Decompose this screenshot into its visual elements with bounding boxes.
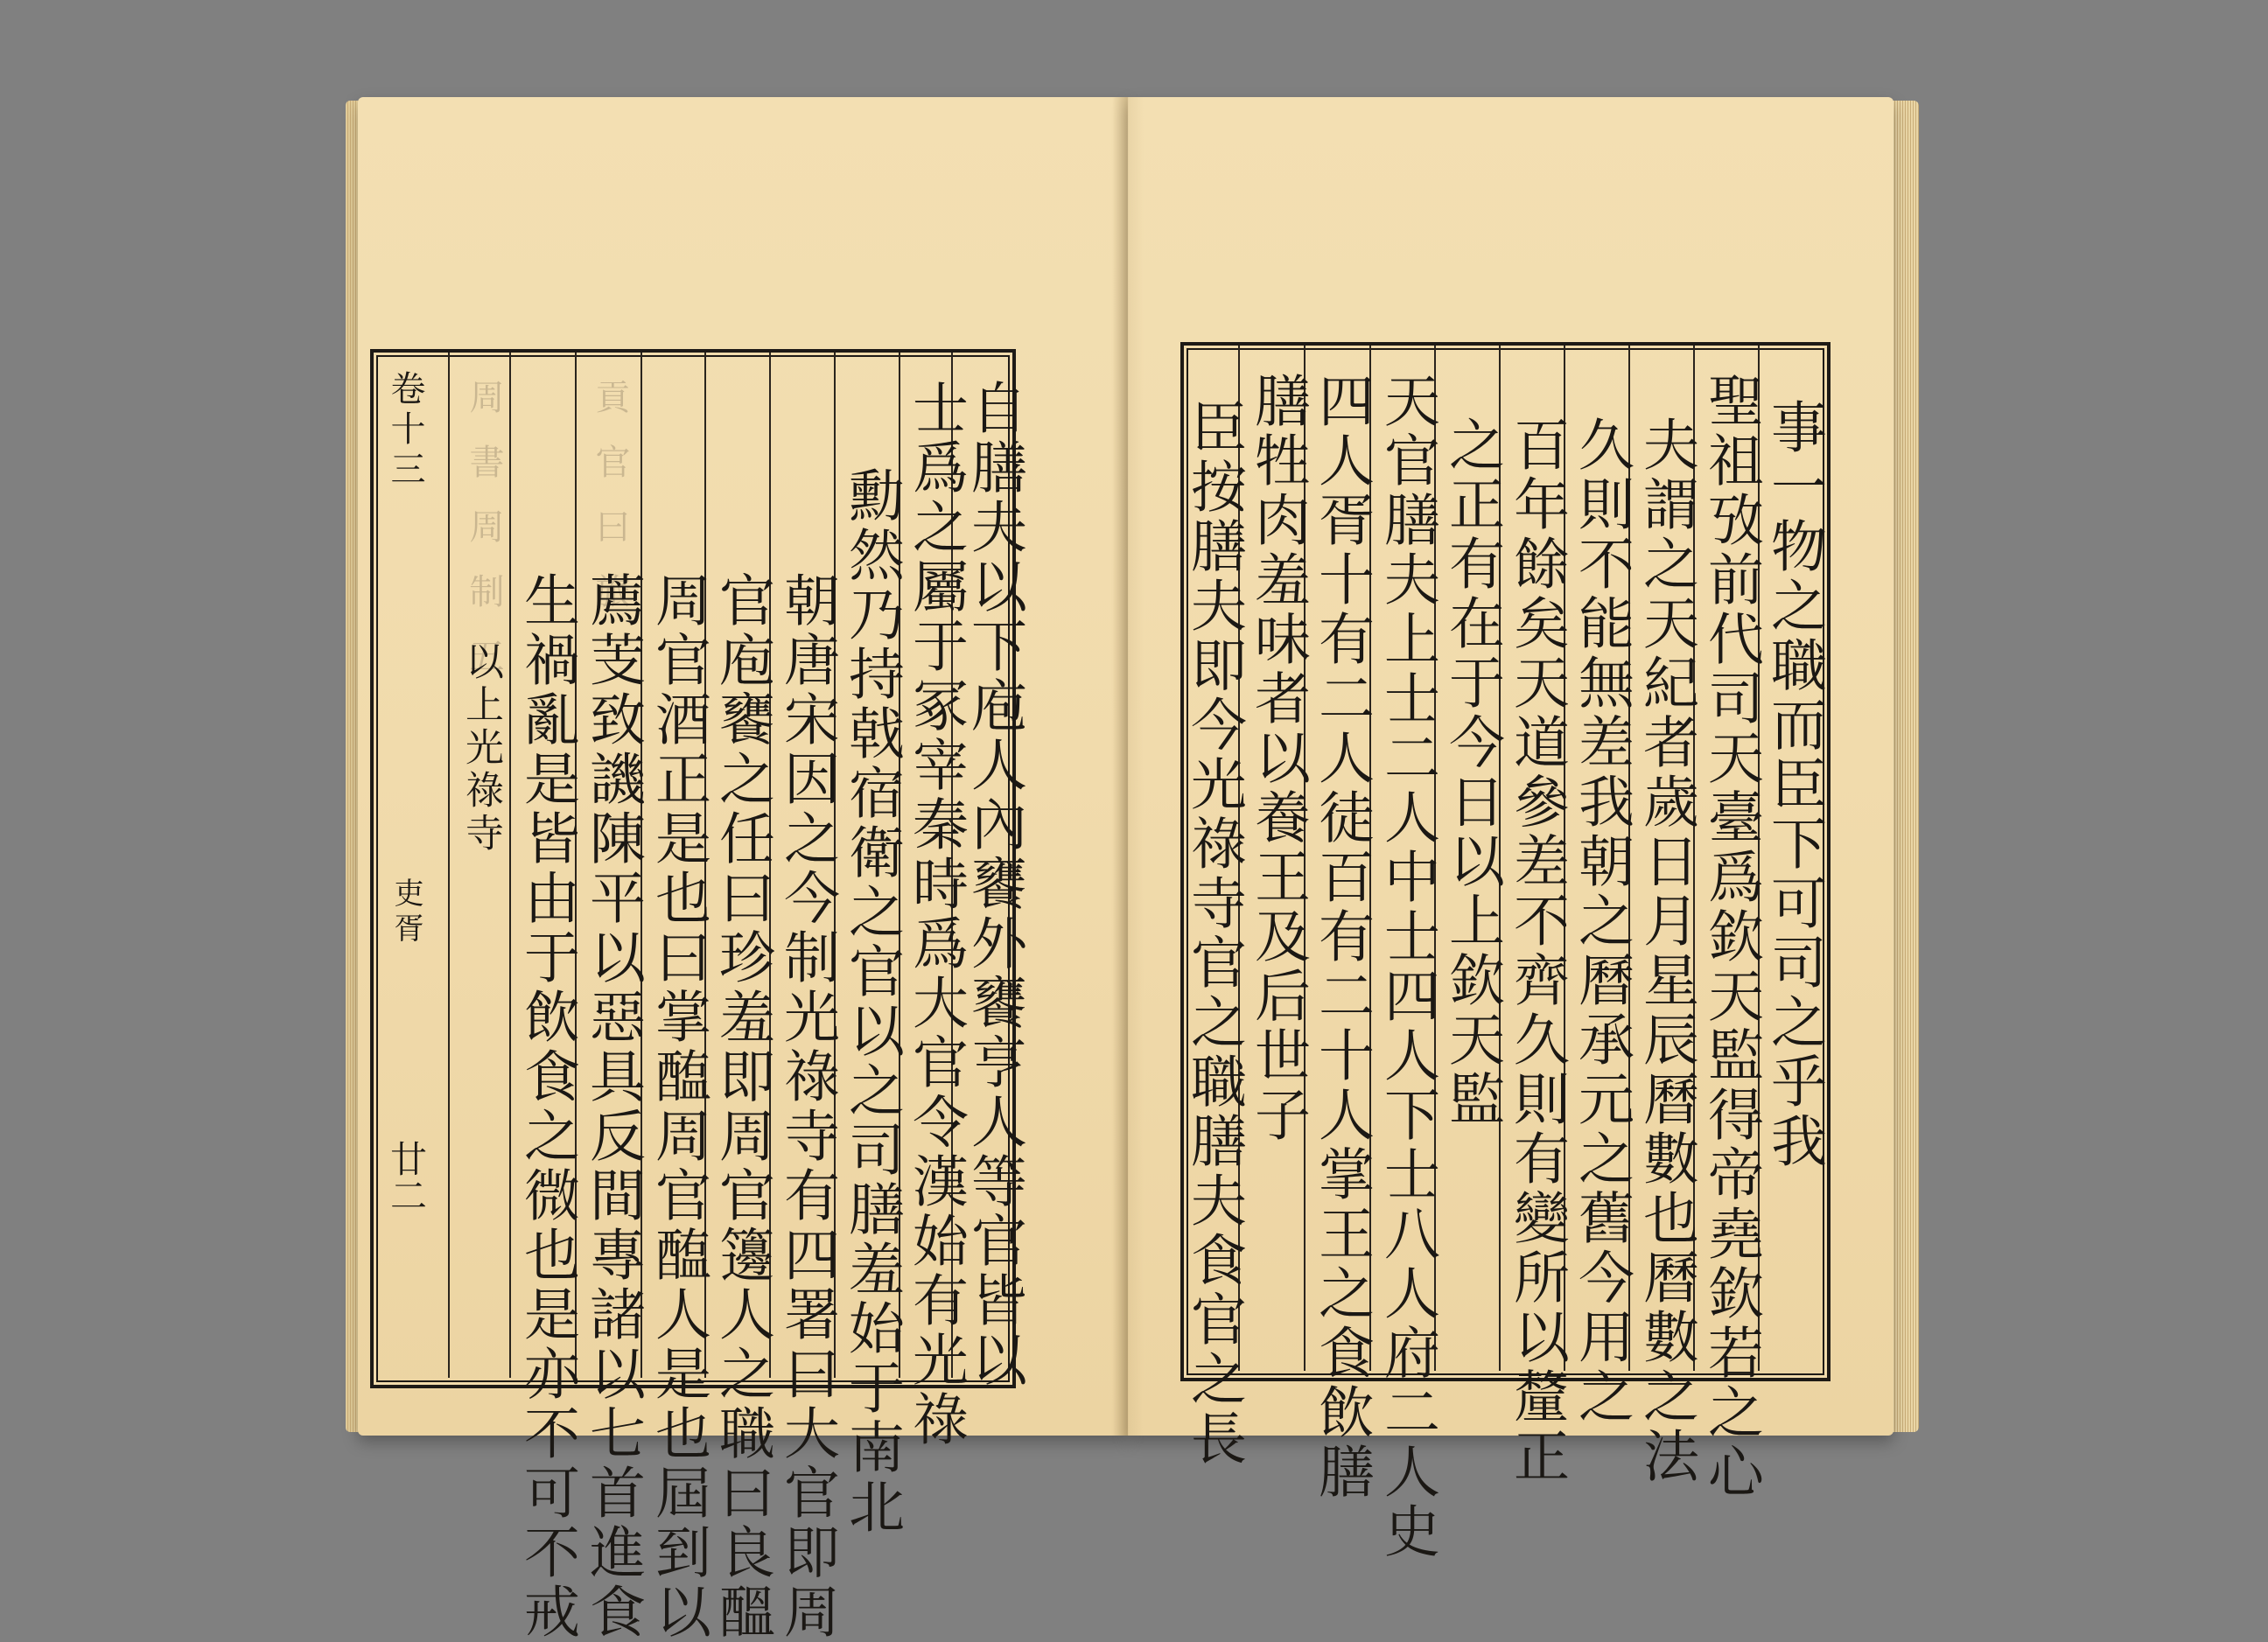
- text-column-10: 臣按膳夫即今光祿寺官之職膳夫食官之長: [1181, 398, 1246, 1469]
- text-column-9: 膳牲肉羞味者以養王及后世子: [1245, 372, 1310, 1145]
- book-gutter: [1112, 97, 1144, 1436]
- text-column-3: 夫謂之天紀者歲日月星辰曆數也曆數之法: [1634, 416, 1698, 1486]
- text-column-1: 事一物之職而臣下可司之乎我: [1761, 398, 1826, 1171]
- text-column-3: 勳然乃持戟宿衛之官以之司膳羞始于南北: [839, 466, 904, 1537]
- text-column-8: 四人胥十有二人徒百有二十人掌王之食飲膳: [1309, 372, 1374, 1502]
- text-column-2: 聖祖攷前代司天臺爲欽天監得帝堯欽若之心: [1698, 372, 1763, 1502]
- section-note: 以上光祿寺: [458, 641, 503, 856]
- text-column-7: 天官膳夫上士二人中士四人下士八人府二人史: [1375, 372, 1439, 1562]
- margin-chapter: 卷十三: [385, 370, 425, 491]
- text-column-4: 朝唐宋因之今制光祿寺有四署曰大官即周: [774, 571, 839, 1642]
- right-page-edges: [1893, 101, 1919, 1432]
- text-column-6: 周官酒正是也曰掌醢周官醢人是也屆到以: [646, 571, 710, 1642]
- text-column-2: 士爲之屬于冢宰秦時爲大官令漢始有光祿: [903, 379, 968, 1450]
- page-folio: 廿二: [385, 1140, 428, 1213]
- column-rule: [509, 353, 511, 1378]
- text-column-6: 之正有在于今日以上欽天監: [1439, 416, 1504, 1129]
- text-column-5: 官庖饔之任曰珍羞即周官籩人之職曰良醞: [710, 571, 774, 1642]
- text-column-5: 百年餘矣天道參差不齊久則有變所以釐正: [1504, 416, 1569, 1486]
- text-column-1: 自膳夫以下庖人內饔外饔亨人等官皆以: [962, 379, 1026, 1390]
- column-rule: [448, 353, 450, 1378]
- open-book: [346, 83, 1921, 1642]
- bleed-through-text: 貢官曰旅: [590, 379, 630, 638]
- text-column-8: 生禍亂是皆由于飲食之微也是亦不可不戒: [514, 571, 579, 1642]
- text-column-4: 久則不能無差我朝之曆承元之舊今用之: [1569, 416, 1634, 1427]
- bleed-through-text: 周書周制五: [464, 379, 504, 702]
- margin-section: 吏胥: [388, 877, 424, 947]
- text-column-7: 薦芰致譏陳平以惡具反間專諸以七首進食: [580, 571, 645, 1642]
- right-page: [1128, 97, 1894, 1562]
- left-text-frame: [370, 349, 1026, 1642]
- right-text-frame: [1180, 342, 1830, 1562]
- left-page: [358, 97, 1128, 1642]
